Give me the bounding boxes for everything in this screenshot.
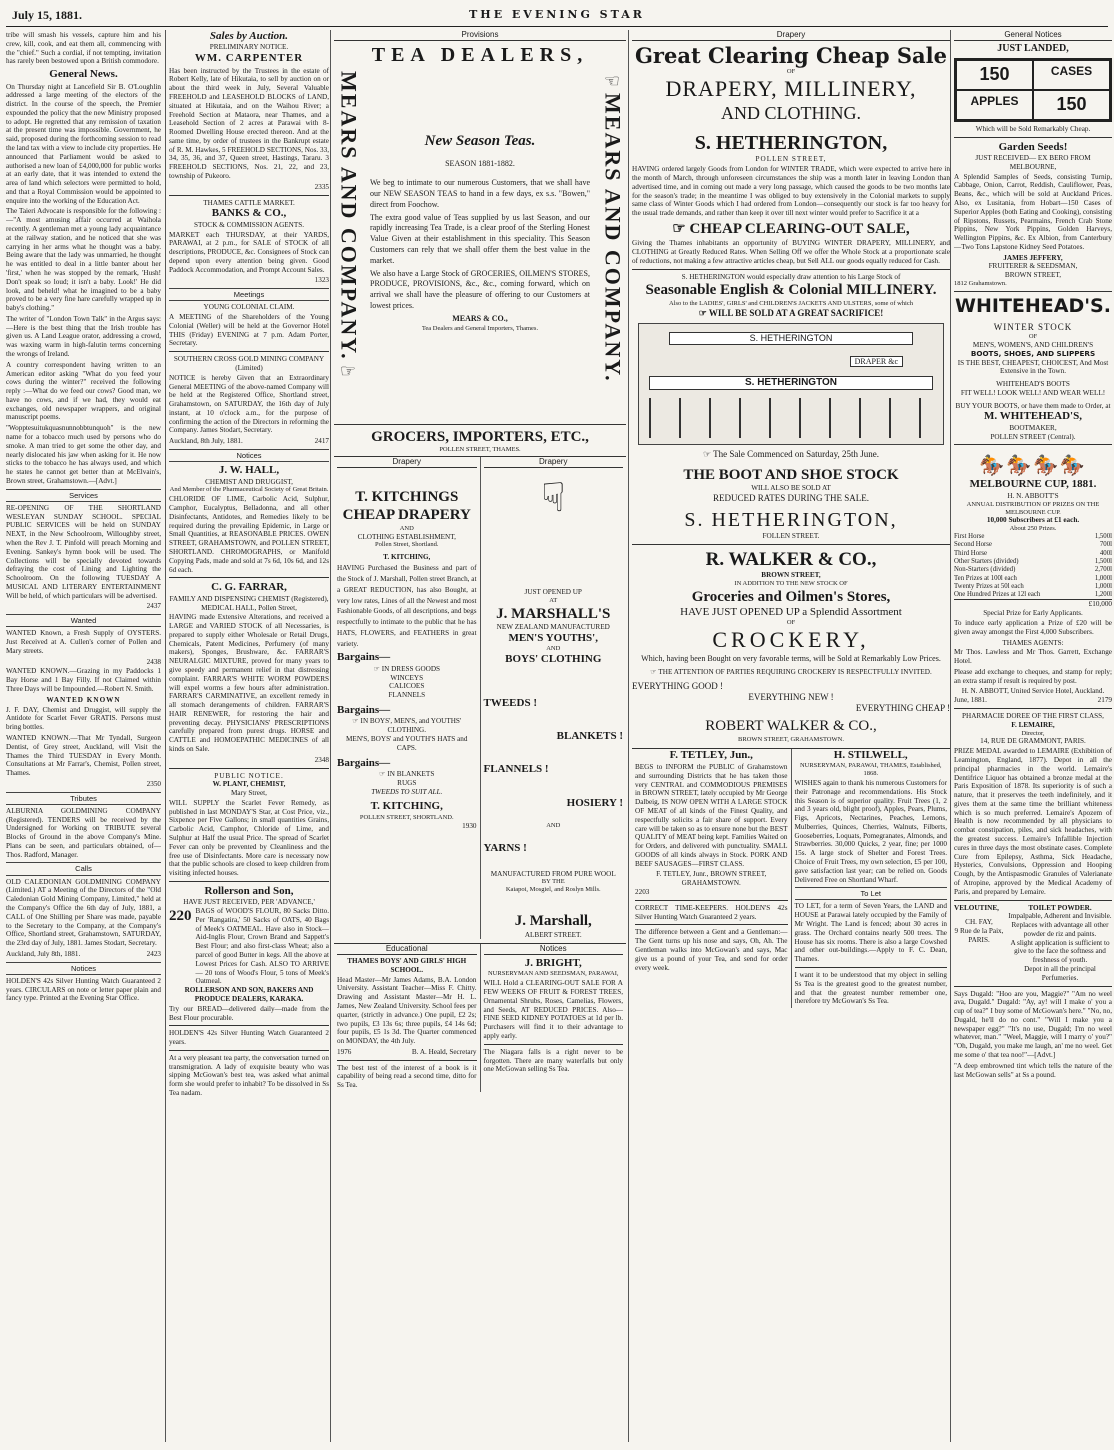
opened-text: HAVE JUST OPENED UP a Splendid Assortment — [680, 605, 902, 618]
tetley-text: BEGS to INFORM the PUBLIC of Grahamstown and surrounding Districts that he has taken those very CENTRAL and COMMODIOUS PREMISES in BROWN STREET, lately occupied by Mr George Dalbeig, IS NOW OPEN WITH A LARGE STOCK OF MEAT of all kinds of the Finest Quality, and respectfully solicits a fair share of support. Every care will be taken so as to ensure none but the BEST QUALITY of MEAT being kept. Families Waited on for Orders, and delivered with punctuality. SMALL GOODS of all kinds always in Stock. PORK AND BEEF SAUSAGES—FIRST CLASS. — [635, 763, 788, 868]
wanted-known-heading: WANTED KNOWN — [46, 695, 121, 704]
powder-text: A slight application is sufficient to give to the face the softness and freshness of youth. — [1010, 938, 1110, 965]
lemaire-text: PRIZE MEDAL awarded to LEMAIRE (Exhibition of Leamington, England, 1877). Depot in all the principal pharmacies in the world. Lemaire's Dentifrice Liquor has obtained a bronze medal at the Paris Exposition of 1878. Its superiority is of such a nature, that it preserves the teeth indefinitely, and it gives them at the same time the brilliant whiteness which is so much preferred. Lemaire's Apozem of Health is now recommended by all physicians to combat constipation, piles, and sick headaches, with the greatest success. Lemaire's Infallible Injection cures in three days the most obstinate cases. Complete Cure from Epilepsy, Asthma, Sick Headache, Hysterics, Convulsions, Oppression and Hooping Cough, by the Antispasmodic Granules of Valerianate of Atropine, approved by the Medical Academy of Paris, and prepared by Lemaire. — [954, 747, 1112, 896]
veloutine-city: PARIS. — [968, 935, 990, 944]
filler-text: "A deep embrowned tint which tells the nature of the last McGowan sells" at Ss a pound. — [954, 1061, 1112, 1079]
special-text: To induce early application a Prize of £20 will be given away amongst the First 4,000 Subscribers. — [954, 618, 1112, 636]
drapery-section-heading: Drapery — [337, 457, 477, 468]
yarns-line: YARNS ! — [483, 842, 527, 855]
bargain-item: CALICOES — [389, 682, 425, 691]
marshalls-title: J. MARSHALL'S — [496, 605, 611, 622]
prize-row — [954, 558, 1112, 566]
and-text: AND — [546, 822, 561, 830]
cheap-drapery: CHEAP DRAPERY — [342, 507, 471, 524]
news-item: A country correspondent having written to an American editor asking "What do you feed your cows during the winter?" received the following reply :—What do we feed our cows? Good man, we have no cows, and if we had, they would eat exchanges, old newspaper wrappers, and original manuscript poems. — [6, 360, 161, 422]
chemist-text: WILL SUPPLY the Scarlet Fever Remedy, as published in last MONDAY'S Star, at Cost Price, viz., Sixpence per Five Gallons; in small quantities Grains, Carbolic Acid, Camphor, Chloride of Lime, and Sulphur at Half the usual Price. The spread of Scarlet Fever can only be prevented by Cleanliness and the free use of Disinfectants. More care is necessary now that the public schools are closed to keep children from visiting infected houses. — [169, 798, 329, 878]
attention-text: S. HETHERINGTON would especially draw attention to his Large Stock of — [681, 272, 901, 281]
chemist-text: HAVING made Extensive Alterations, and received a LARGE and VARIED STOCK of all Necessaries, is prepared to supply either Wholesale or Retail Drugs, Chemicals, Patent Medicines, Perfumery (of many makers), Sponges, Brushware, &c. FARRAR'S NEURALGIC MIXTURE, proved for many years to give speedy and permanent relief in that distressing complaint. FARRAR'S WHITE WORM POWDERS will expel worms a few hours after administration. FARRAR'S CARMINATIVE, an excellent remedy in all stomach derangements of children. FARRAR'S HAIR RENEWER, for restoring the hair and preventing decay. PHYSICIANS' PRESCRIPTIONS carefully prepared from purest drugs. HORSE and CATTLE and HOMOEPATHIC MEDICINES of all kinds on Sale. — [169, 613, 329, 754]
ad-number: 1323 — [314, 276, 329, 285]
hetherington-name: S. HETHERINGTON, — [694, 132, 888, 155]
lemaire-name: F. LEMAIRE, — [1011, 720, 1055, 729]
pure-wool: MANUFACTURED FROM PURE WOOL — [490, 869, 616, 878]
shop-sign: DRAPER &c — [850, 356, 903, 368]
jeffery-subtitle: BROWN STREET, — [1004, 271, 1062, 280]
rollerson-bread: Try our BREAD—delivered daily—made from the Best Flour procurable. — [169, 1004, 329, 1022]
bargains-heading: Bargains— — [337, 756, 391, 769]
notices-section-heading: Notices — [6, 962, 161, 975]
meeting-title: YOUNG COLONIAL CLAIM. — [203, 303, 295, 312]
wanted-ad: WANTED KNOWN.—That Mr Tyndall, Surgeon Dentist, of Grey street, Auckland, will Visit the Thames the Third TUESDAY in Every Month. Consultations at Mr Farrar's, Chemist, Pollen street, Thames. — [6, 733, 161, 778]
wanted-ad: J. F. DAY, Chemist and Druggist, will supply the Antidote for Scarlet Fever GRATIS. Persons must bring bottles. — [6, 705, 161, 732]
tetley-ad — [632, 749, 791, 1008]
abbott-name: H. N. ABBOTT'S — [1007, 491, 1059, 500]
notices-section-heading: Notices — [169, 449, 329, 462]
of-text: OF — [786, 68, 796, 76]
annual-distribution: ANNUAL DISTRIBUTION OF PRIZES ON THE MELBOURNE CUP. — [966, 500, 1100, 516]
whitehead-name: M. WHITEHEAD'S, — [984, 410, 1082, 423]
kitching-name: T. KITCHING, — [370, 800, 443, 813]
brown-street: BROWN STREET, — [761, 570, 821, 579]
kitchings-title: T. KITCHINGS — [355, 489, 459, 506]
banks-text: MARKET each THURSDAY, at their YARDS, PARAWAI, at 2 p.m., for SALE of STOCK of all descriptions, PRODUCE, &c. Consignees of Stock can depend upon every attention being given. Good Paddock Accommodation, and Prompt Account Sales. — [169, 230, 329, 274]
agents-text: Mr Thos. Lawless and Mr Thos. Garrett, Exchange Hotel. — [954, 648, 1112, 666]
prize-table — [954, 533, 1112, 599]
prize-value: 1,000l — [1094, 574, 1112, 582]
bargain-item: ☞ IN BLANKETS — [379, 769, 435, 778]
bargain-item: ☞ IN BOYS', MEN'S, and YOUTHS' CLOTHING. — [352, 717, 462, 735]
mears-name: MEARS & CO., — [452, 313, 508, 323]
director-text: Director, — [1021, 729, 1045, 737]
auctioneer-name: WM. CARPENTER — [194, 52, 304, 65]
and-clothing: AND CLOTHING. — [721, 103, 861, 124]
powder-text: Depot in all the principal Perfumeries. — [1024, 964, 1096, 982]
clothing-establishment: CLOTHING ESTABLISHMENT, — [357, 532, 456, 541]
prize-total: £10,000 — [954, 599, 1112, 609]
vertical-brand-text: MEARS AND COMPANY. — [336, 71, 362, 361]
walker-name: R. WALKER & CO., — [705, 548, 877, 570]
of-text: OF — [786, 619, 796, 627]
chemist-subtitle: Mary Street, — [231, 789, 267, 798]
calls-section-heading: Calls — [6, 862, 161, 875]
shop-sign: S. HETHERINGTON — [669, 332, 913, 345]
veloutine-maker: CH. FAY, — [965, 918, 993, 927]
banks-subtitle: STOCK & COMMISSION AGENTS. — [193, 220, 305, 229]
best-text: IS THE BEST, CHEAPEST, CHOICEST, And Most Extensive in the Town. — [957, 358, 1109, 376]
everything-good: EVERYTHING GOOD ! — [632, 680, 723, 691]
bargain-item: RUGS — [397, 778, 417, 787]
preliminary-notice: PRELIMINARY NOTICE. — [209, 43, 289, 52]
chemist-text: CHLORIDE OF LIME, Carbolic Acid, Sulphur, Camphor, Eucalyptus, Belladonna, and all other Disinfectants, Antidotes, and Remedies likely to be required during the prevailing Epidemic, in Large or Small Quantities, at REASONABLE PRICES. OWEN STREET, GRAHAMSTOWN, and POLLEN STREET, SHORTLAND. CHROMOGRAPHS, or Manifold Copying Pads, made and sold at 7s 6d, 10s 6d, and 12s 6d each. — [169, 495, 329, 574]
notices-text: HOLDEN'S 42s Silver Hunting Watch Guaranteed 2 years. CIRCULARS on note or letter paper plain and fancy type. Printed at the Evening Star Office. — [6, 976, 161, 1003]
wanted-section-heading: Wanted — [6, 614, 161, 627]
meeting-text: A MEETING of the Shareholders of the Young Colonial (Weller) will be held at the Governor Hotel THIS (Friday) EVENING at 7 p.m. Adam Porter, Secretary. — [169, 313, 329, 348]
boot-subtitle: REDUCED RATES DURING THE SALE. — [712, 492, 870, 503]
prize-label: Twenty Prizes at 50l each — [954, 582, 1024, 590]
news-item: The writer of "London Town Talk" in the Argus says:—Here is the best thing that the Irish trouble has given us. A Land League orator, addressing a crowd, was waxing warm in high-falutin terms concerning the wrongs of Ireland. — [6, 314, 161, 358]
prize-label: Third Horse — [954, 549, 988, 557]
bargain-item: FLANNELS — [388, 691, 426, 700]
racehorse-illustration: 🏇🏇🏇🏇 — [979, 455, 1087, 477]
tributes-section-heading: Tributes — [6, 792, 161, 805]
newspaper-title: THE EVENING STAR — [469, 8, 645, 21]
marshall-name: J. Marshall, — [514, 913, 592, 930]
meeting-footer: Auckland, 8th July, 1881. 2417 — [169, 437, 329, 446]
powder-text: Impalpable, Adherent and Invisible. — [1008, 912, 1112, 921]
banks-name: BANKS & CO., — [211, 207, 287, 220]
prize-label: One Hundred Prizes at 12l each — [954, 591, 1041, 599]
tetley-stilwell-split — [632, 748, 950, 1008]
attention-text: ☞ THE ATTENTION OF PARTIES REQUIRING CROCKERY IS RESPECTFULLY INVITED. — [650, 667, 932, 676]
meeting-text: NOTICE is hereby Given that an Extraordinary General MEETING of the above-named Company will be held at the Registered Office, Shortland street, Grahamstown, on SATURDAY, the 16th day of July instant, at 10 o'clock a.m., for the purpose of confirming the action of the Directors in reforming the Company. James Stodart, Secretary. — [169, 373, 329, 435]
tea-dealers-title: TEA DEALERS, — [371, 43, 589, 66]
school-title: THAMES BOYS' AND GIRLS' HIGH SCHOOL. — [347, 957, 467, 974]
drapery-split — [334, 456, 626, 939]
seasonable-millinery: Seasonable English & Colonial MILLINERY. — [645, 282, 937, 299]
new-season-teas: New Season Teas. — [424, 133, 536, 150]
received-text: JUST RECEIVED— EX BERO FROM MELBOURNE, — [975, 154, 1091, 171]
mears-subtitle: Tea Dealers and General Importers, Thames. — [421, 324, 539, 332]
rollerson-name: Rollerson and Son, — [204, 884, 294, 897]
news-item: "Wopptesuitukquasnunnobbtunquoh" is the new name for a tobacco much used by persons who do smoke. A man tried to get some the other day, and nearly dislocated his jaw when asking for it. He now sticks to the tobacco he has always used, and which he states he cannot get better than at McElvain's, Brown street, Grahamstown.—[Advt.] — [6, 424, 161, 485]
filler-text: Says Dugald: "Hoo are you, Maggie?" "Am no weel ava, Dugald." Dugald: "Ay, ay! will I make o' you a cup of tea?" I buy some of McGowan's here." "No, no, Dugald, he'll do no cont." "Will I make you a newspaper egg?" "It's no use, Dugald; I'm no weel whatever, man." "Weel, Maggie, will I marry o' you?" "Oh, Dugald, you make me laugh, an' me no weel. Get me some o' that tea noo!"—[Advt.] — [954, 989, 1112, 1060]
rollerson-footer: ROLLERSON AND SON, BAKERS AND PRODUCE DEALERS, KARAKA. — [184, 986, 314, 1003]
filler-text: The difference between a Gent and a Gentleman:—The Gent turns up his nose and says, Oh, Ah. The Gentleman walks into McGowan's and says, Mac give us a pound of your Tea, and send for order every week. — [635, 928, 788, 972]
pointing-hand-icon: ☞ — [672, 220, 690, 237]
column-1 — [6, 30, 164, 1442]
addition-text: IN ADDITION TO THE NEW STOCK OF — [734, 579, 848, 587]
lemaire-address: 14, RUE DE GRAMMONT, PARIS. — [980, 737, 1086, 746]
grocers-title: GROCERS, IMPORTERS, ETC., — [371, 429, 589, 446]
ad-number: 2335 — [314, 182, 329, 191]
general-news-heading: General News. — [49, 68, 118, 81]
groceries-title: Groceries and Oilmen's Stores, — [691, 588, 891, 605]
winter-stock: WINTER STOCK — [993, 322, 1073, 333]
prize-label: Second Horse — [954, 541, 992, 549]
meetings-section-heading: Meetings — [169, 288, 329, 301]
at-text: AT — [549, 596, 558, 604]
column-5 — [950, 30, 1114, 1442]
auction-text: Has been instructed by the Trustees in the estate of Robert Kelly, late of Hikutaia, to sell by auction on or about the third week in July, Several Valuable FREEHOLD and LEASEHOLD BLOCKS of LAND, situated at Hikutaia, and on the Waihou River; a Freehold Section at Mataora, near Thames, and a Leasehold Section of 2 acres at Parawai with 8-Roomed Dwelling House erected thereon. And at the same time, by order of trustees in the Bankrupt estate of R. M. Hawkes, 5 FREEHOLD SECTIONS, Nos. 33, 34, 35, 36, and 37, Queen street, Hastings, Tararu. 3 FREEHOLD SECTIONS, Nos. 21, 22, and 23, township of Pukeoro. — [169, 66, 329, 180]
drapery-section-heading: Drapery — [632, 30, 950, 41]
notices-block — [480, 944, 627, 1092]
garden-seeds-title: Garden Seeds! — [998, 140, 1068, 153]
rollerson-quantity: 220 — [169, 908, 192, 925]
timekeepers-ad: CORRECT TIME-KEEPERS. HOLDEN'S 42s Silver Hunting Watch Guaranteed 2 years. — [635, 903, 788, 921]
meeting-title: SOUTHERN CROSS GOLD MINING COMPANY (Limited) — [173, 355, 325, 373]
sacrifice-line: ☞ WILL BE SOLD AT A GREAT SACRIFICE! — [698, 307, 884, 318]
bootmaker: BOOTMAKER, — [1009, 423, 1057, 432]
hosiery-line: HOSIERY ! — [566, 796, 623, 809]
prize-row — [954, 550, 1112, 558]
bargain-item: TWEEDS TO SUIT ALL. — [371, 787, 443, 796]
issue-date: July 15, 1881. — [12, 8, 83, 22]
public-notice-title: PUBLIC NOTICE. — [214, 771, 284, 780]
news-intro: tribe will smash his vessels, capture him and his crew, kill, cook, and eat them all, commencing with the "chief." Such a cordial, if not tempting, invitation has rarely been bestowed upon a British commodore. — [6, 31, 161, 66]
bright-subtitle: NURSERYMAN AND SEEDSMAN, PARAWAI, — [487, 970, 619, 978]
pollen-street: Pollen Street, Shortland. — [374, 541, 439, 549]
pointing-hand-icon: ☞ — [650, 667, 659, 676]
clearing-sale-title: ☞ CHEAP CLEARING-OUT SALE, — [672, 220, 910, 237]
agents-signature: H. N. ABBOTT, United Service Hotel, Auckland. — [961, 687, 1105, 696]
agents-footer: June, 1881. 2179 — [954, 696, 1112, 705]
prize-value: 700l — [1099, 541, 1112, 549]
bright-name: J. BRIGHT, — [524, 957, 582, 970]
pointing-hand-icon: ☞ — [373, 664, 382, 673]
powder-text: Replaces with advantage all other powder de riz and paints. — [1011, 921, 1109, 938]
notices-section-heading: Notices — [484, 944, 624, 955]
news-item: The Taieri Advocate is responsible for the following :—"A most amusing affair occurred at Waihola recently. A gentleman met a young lady acquaintance at the railway station, and he noticed that she was carrying in her arms what he thought was a baby. Being aware that the lady was unmarried, he thought he was entitled to deal in a little banter about her 'first,' when he was stopped by the remark, 'Hush! Don't speak so loud; it isn't a baby. Look!' He did look, and beheld! what he imagined to be a baby proved to be a very fine hare carefully wrapped up in baby's clothing." — [6, 207, 161, 313]
of-text: OF — [1028, 333, 1038, 341]
pollen-street: POLLEN STREET, — [755, 155, 827, 164]
pollen-street: FOLLEN STREET. — [762, 531, 820, 540]
boots-shoes: BOOTS, SHOES, AND SLIPPERS — [970, 348, 1096, 358]
ad-number: 2350 — [146, 779, 161, 788]
prize-label: Non-Starters (divided) — [954, 566, 1016, 574]
quantity-cell: 150 — [956, 60, 1033, 90]
about-prizes: About 250 Prizes. — [1009, 525, 1057, 533]
tetley-signature: F. TETLEY, Junr., BROWN STREET, GRAHAMSTOWN. — [656, 870, 767, 888]
subscribers: 10,000 Subscribers at £1 each. — [986, 516, 1080, 525]
tea-text: We also have a Large Stock of GROCERIES, OILMEN'S STORES, PRODUCE, PROVISIONS, &c., &c., coming forward, which on arrival we shall have the pleasure of offering to our Customers at lowest prices. — [370, 268, 590, 310]
mens-text: MEN'S, WOMEN'S, AND CHILDREN'S — [972, 340, 1094, 349]
prize-label: Ten Prizes at 100l each — [954, 574, 1017, 582]
tweeds-line: TWEEDS ! — [483, 696, 537, 709]
prize-label: First Horse — [954, 533, 985, 541]
calls-footer: Auckland, July 8th, 1881. 2423 — [6, 949, 161, 958]
auction-heading: Sales by Auction. — [209, 30, 289, 42]
bought-text: Which, having been Bought on very favorable terms, will be Sold at Remarkably Low Prices. — [641, 654, 941, 664]
kitching-text: HAVING Purchased the Business and part of the Stock of J. Marshall, Pollen street Branch, at a GREAT REDUCTION, has also Bought, at very low rates, Lines of all the Newest and most Fashionable Goods, of all descriptions, and begs respectfully to intimate to the public that he has HATS, FLOWERS, and FEATHERS in great variety. — [337, 564, 477, 648]
mears-ad-body — [362, 71, 598, 421]
rollerson-subtitle: HAVE JUST RECEIVED, PER 'ADVANCE,' — [183, 898, 315, 907]
ad-number: 1930 — [462, 821, 477, 830]
chemist-name: W. PLANT, CHEMIST, — [212, 780, 286, 789]
boys-clothing: BOYS' CLOTHING — [505, 653, 602, 666]
everything-cheap: EVERYTHING CHEAP ! — [855, 702, 950, 713]
vertical-brand-text: MEARS AND COMPANY. — [600, 93, 626, 383]
prize-row — [954, 575, 1112, 583]
chemist-subtitle: CHEMIST AND DRUGGIST, — [205, 477, 293, 486]
shop-illustration — [638, 323, 944, 445]
ad-number: 2203 — [635, 888, 650, 897]
veloutine-address: 9 Rue de la Paix, — [954, 927, 1004, 936]
to-let-text: TO LET, for a term of Seven Years, the LAND and HOUSE at Parawai lately occupied by the Family of Mr Wright. The Land is fenced; about 30 acres in grass. The Orchard contains nearly 500 trees. The House has six rooms. There is also a large Cowshed and other out-buildings.—Apply to F. C. Dean, Thames. — [794, 902, 947, 964]
prize-value: 1,000l — [1094, 582, 1112, 590]
pointing-hand-icon: ☞ — [379, 769, 388, 778]
cattle-market-title: THAMES CATTLE MARKET. — [203, 198, 295, 207]
pollen-street: POLLEN STREET (Central). — [990, 432, 1076, 441]
wanted-ad: WANTED Known, a Fresh Supply of OYSTERS. Just Received at A. Cullen's corner of Pollen and Mary streets. — [6, 629, 161, 655]
veloutine-ad — [954, 904, 1112, 983]
marshall-ad — [480, 457, 627, 939]
chemist-subtitle: MEDICAL HALL, Pollen Street, — [201, 603, 297, 612]
veloutine-right — [1008, 904, 1112, 983]
pointing-hand-icon: ☞ — [702, 448, 714, 459]
albert-street: ALBERT STREET. — [524, 930, 582, 939]
bargain-item: MEN'S, BOYS' and YOUTH'S HATS and CAPS. — [346, 734, 468, 752]
agents-title: THAMES AGENTS: — [1002, 638, 1064, 647]
drapery-section-heading: Drapery — [484, 457, 624, 468]
bargain-item: WINCEYS — [390, 673, 424, 682]
tetley-name: F. TETLEY, Jun., — [669, 748, 753, 761]
clearing-text: Giving the Thames inhabitants an opportunity of BUYING WINTER DRAPERY, MILLINERY, and CLOTHING at Greatly Reduced Rates. When Selling Off we offer the Whole Stock at a proportionate scale of reductions, not making a few attractive articles cheap, but Sell ALL our goods equally reduced for Cash. — [632, 239, 950, 265]
by-the: BY THE — [541, 878, 565, 886]
everything-new: EVERYTHING NEW ! — [748, 691, 834, 702]
calls-notice: OLD CALEDONIAN GOLDMINING COMPANY (Limited.) AT a Meeting of the Directors of the "Old Caledonian Gold Mining Company, Limited," held at the Company's Office the 6th day of July, 1881, a CALL of One Shilling per Share was made, payable to the Secretary to the Company, at the Company's Office, Shortland street, Grahamstown, SATURDAY, the 23rd day of July, 1881. James Stodart, Secretary. — [6, 877, 161, 948]
garden-text: A Splendid Samples of Seeds, consisting Turnip, Cabbage, Onion, Carrot, Reddish, Cauliflower, Peas, Beans, &c., which will be sold at Auckland Prices. Also, ex Lusitania, from Hobart—150 Cases of Superior Apples (both Eating and Cooking), consisting of Ripstons, Russets, Pearmains, French Crab Stone Pippins, New York Pippins, Golden Harveys, Wellington Pippins, &c. Ex Albion, from Canterbury—Two Tons Lapstone Kidney Seed Potatoes. — [954, 172, 1112, 251]
and-text: AND — [399, 524, 414, 532]
bargains-heading: Bargains— — [337, 651, 391, 664]
jeffery-name: JAMES JEFFERY, — [1003, 253, 1063, 262]
whiteheads-title: WHITEHEAD'S. — [955, 294, 1111, 317]
pointing-hand-icon: ☜ — [603, 71, 621, 92]
toilet-powder: TOILET POWDER. — [1028, 903, 1092, 912]
ad-number: 2348 — [314, 755, 329, 764]
season-line: SEASON 1881-1882. — [445, 159, 515, 169]
filler-text: The best test of the interest of a book is it capability of being read a second time, ditto for Ss Tea. — [337, 1063, 477, 1090]
school-footer: 1976 B. A. Heald, Secretary — [337, 1047, 477, 1056]
nz-manufactured: NEW ZEALAND MANUFACTURED — [496, 623, 610, 632]
school-text: Head Master—Mr James Adams, B.A. London University. Assistant Teacher—Miss F. Chitty. Drawing and Assistant Master—Mr H. L. James, New Zealand University. School fees per quarter, (strictly in advance.) One pupil, £2 2s; two pupils, £3 13s 6s; three pupils, £4 14s 6d; four pupils, £5 1s 3d. The Quarter commenced on MONDAY, the 4th July. — [337, 975, 477, 1046]
bottom-split — [334, 943, 626, 1092]
sold-cheap: Which will be Sold Remarkably Cheap. — [975, 124, 1091, 133]
prize-row — [954, 583, 1112, 591]
ad-number: 2437 — [146, 602, 161, 611]
bright-text: WILL Hold a CLEARING-OUT SALE FOR A FEW WEEKS OF FRUIT & FOREST TREES, Ornamental Shrubs, Roses, Camelias, Flowers, and Seeds, AT REDUCED PRICES. Also—FINE SEED KIDNEY POTATOES at 1d per lb. Purchasers will find it to their advantage to apply early. — [483, 979, 623, 1041]
hetherington-text: HAVING ordered largely Goods from London for WINTER TRADE, which were expected to arrive here in the month of March, through unforeseen circumstances the ship was a month later in leaving London than advertised time, and in coming out made a very long passage, which caused the goods to be two months late for the season's trade; in the meantime I was obliged to buy extensively in the Colonial markets to supply same class of Winter Goods which I had ordered from London—consequently our stock is far too heavy for the usual trade demands, and rather than keep it over till next winter would prefer to Sacrifice it at a — [632, 165, 950, 218]
shop-front — [649, 398, 933, 438]
fit-well: FIT WELL! LOOK WELL! AND WEAR WELL! — [960, 388, 1106, 397]
bargains-heading: Bargains— — [337, 704, 391, 717]
just-landed: JUST LANDED, — [997, 42, 1069, 54]
cases-cell: CASES — [1033, 60, 1110, 90]
column-4 — [628, 30, 953, 1442]
pointing-hand-icon: ☞ — [698, 307, 709, 318]
prize-value: 1,500l — [1094, 557, 1112, 565]
stilwell-text: WISHES again to thank his numerous Customers for their Patronage and recommendations. His Stock this Season is of superior quality. Fruit Trees (1, 2 and 3 years old, blight proof), Apples, Pears, Plums, Figs, Apricots, Nectarines, Peaches, Lemons, Mulberries, Quinces, Cherries, Walnuts, Filberts, Gooseberries, Loquats, Pomegranates, Almonds, and Strawberries. 30,000 Quicks, 2 year, fine; per 1000 15s. A large stock of Shelter and Forest Trees. Choice of Fruit Trees, my own selection, £5 per 100, gave satisfaction last year; can be relied on. Goods Delivered Free on Shortland Wharf. — [794, 778, 947, 884]
just-opened: JUST OPENED UP — [524, 588, 582, 597]
apples-cell: APPLES — [956, 90, 1033, 120]
provisions-section-heading: Provisions — [334, 30, 626, 41]
quantity-cell: 150 — [1033, 90, 1110, 120]
prize-row — [954, 541, 1112, 549]
bargain-item: ☞ IN DRESS GOODS — [373, 664, 441, 673]
kitching-name: T. KITCHING, — [383, 553, 431, 562]
great-clearing-title: Great Clearing Cheap Sale — [635, 42, 947, 68]
and-text: AND — [546, 645, 561, 653]
mears-ad-left-border — [334, 71, 362, 421]
tea-text: The extra good value of Teas supplied by us last Season, and our rapidly increasing Tea Trade, is a clear proof of the Sterling Honest Value Given at their establishment in this speciality. This Season Customers can rely that we shall offer them the best value in the market. — [370, 212, 590, 265]
pointing-hand-icon: ☞ — [339, 360, 357, 381]
tea-text: We beg to intimate to our numerous Customers, that we shall have our NEW SEASON TEAS to hand in a few days, ex s.s. "Bowen," direct from Foochow. — [370, 178, 590, 209]
prize-row — [954, 591, 1112, 599]
apples-box — [954, 58, 1112, 122]
agents-text: Please add exchange to cheques, and stamp for reply; an extra stamp if result is required by post. — [954, 667, 1112, 685]
drapery-millinery: DRAPERY, MILLINERY, — [665, 76, 917, 102]
news-item: On Thursday night at Lancefield Sir B. O'Loughlin addressed a large meeting of the electors of the district. In the course of the speech, the Premier expounded the policy that the new Ministry proposed to adopt. He regretted that any remission of taxation at the present time was impossible. Government, he said, proposed during the forthcoming session to read the land tax with a view to include city properties. He announced that Parliament would be asked to authorised a new loan of £4,000,000 for public works at an early date, that it was intended to extend the area of land which selectors were permitted to hold, and that a Royal Commission would be appointed to enquire into the working of the Education Act. — [6, 82, 161, 205]
stilwell-name: H. STILWELL, — [833, 748, 908, 761]
chemist-subtitle: FAMILY AND DISPENSING CHEMIST (Registered), — [169, 594, 329, 603]
shop-sign: S. HETHERINGTON — [649, 376, 933, 390]
general-notices-heading: General Notices — [954, 30, 1112, 41]
veloutine-title: VELOUTINE, — [954, 903, 999, 912]
rollerson-block — [169, 907, 329, 986]
filler-text: At a very pleasant tea party, the conversation turned on transmigration. A lady of exquisite beauty who was sipping McGowan's best tea, was asked what animal form she would prefer to inhabit? To be dissolved in Ss Tea nadam. — [169, 1053, 329, 1097]
filler-text: The Niagara falls is a right never to be forgotten. There are many waterfalls but only one McGowan selling Ss Tea. — [483, 1047, 623, 1074]
pointing-hand-down-icon: ☟ — [541, 475, 566, 521]
educational-section-heading: Educational — [337, 944, 477, 955]
tributes-notice: ALBURNIA GOLDMINING COMPANY (Registered). TENDERS will be received by the Undersigned for Working on TRIBUTE several Blocks of Ground in the above Company's Mine. Plans can be seen, and particulars obtained, of— Thos. Radford, Manager. — [6, 806, 161, 859]
kitchings-ad — [334, 457, 480, 939]
hetherington-name: S. HETHERINGTON, — [684, 508, 898, 531]
pointing-hand-icon: ☞ — [352, 717, 361, 726]
prize-value: 1,200l — [1094, 591, 1112, 599]
jeffery-footer: 1812 Grahamstown. — [954, 279, 1007, 287]
sale-commenced: ☞ The Sale Commenced on Saturday, 25th June. — [702, 448, 880, 459]
to-let-section-heading: To Let — [795, 887, 948, 900]
veloutine-left — [954, 904, 1004, 983]
walker-address: BROWN STREET, GRAHAMSTOWN. — [738, 735, 844, 743]
buy-text: BUY YOUR BOOTS, or have them made to Order, at — [955, 401, 1111, 410]
holden-ad: HOLDEN'S 42s Silver Hunting Watch Guaranteed 2 years. — [169, 1029, 329, 1047]
melbourne-cup-title: MELBOURNE CUP, 1881. — [969, 478, 1097, 491]
chemist-name: J. W. HALL, — [218, 464, 280, 477]
mears-ad-right-border — [598, 71, 626, 421]
stilwell-ad — [791, 749, 951, 1008]
special-prize: Special Prize for Early Applicants. — [983, 609, 1083, 618]
educational-block — [334, 944, 480, 1092]
chemist-subtitle: And Member of the Pharmaceutical Society of Great Britain. — [169, 486, 329, 494]
services-section-heading: Services — [6, 489, 161, 502]
prize-row — [954, 533, 1112, 541]
services-notice: RE-OPENING OF THE SHORTLAND WESLEYAN SUNDAY SCHOOL. SPECIAL PUBLIC SERVICES will be held on SUNDAY NEXT, in the New Schoolroom, Willoughby street, when the Rev J. T. Pinfold will preach Morning and Evening. Sankey's hymn book will be used. The Collections will be specially devoted towards defraying the cost of Lining and Lighting the Schoolroom. On the following TUESDAY A MUSICAL AND LITERARY ENTERTAINMENT Will be held, of which particulars will be advertised. — [6, 503, 161, 600]
prize-value: 1,500l — [1094, 533, 1112, 541]
rollerson-text: BAGS of WOOD'S FLOUR, 80 Sacks Ditto. Per 'Rangatira,' 50 Sacks of OATS, 40 Bags of Meek's OATMEAL. Have also in Stock— Aid-Inglis Flour, Crown Brand and Sappett's Best Flour; and also first-class Wheat; also a parcel of good Butter in kegs. All the above at Lowest Prices for Cash. ALSO TO ARRIVE— 20 tons of Wood's Flour, 5 tons of Meek's Oatmeal. — [195, 907, 329, 986]
stilwell-subtitle: NURSERYMAN, PARAWAI, THAMES, Established, 1868. — [799, 762, 942, 778]
flannels-line: FLANNELS ! — [483, 763, 549, 776]
column-2 — [165, 30, 332, 1442]
column-3 — [330, 30, 629, 1442]
mills: Kaiapoi, Mosgiel, and Roslyn Mills. — [505, 886, 601, 894]
prize-row — [954, 566, 1112, 574]
walker-name: ROBERT WALKER & CO., — [705, 718, 877, 735]
filler-text: I want it to be understood that my object in selling Ss Tea is the greatest good to the greatest number, and that the greatest number remember one, therefore try McGowan's Ss Tea. — [794, 970, 947, 1006]
prize-value: 2,700l — [1094, 566, 1112, 574]
ad-number: 2438 — [146, 657, 161, 666]
wanted-ad: WANTED KNOWN.—Grazing in my Paddocks 1 Bay Horse and 1 Bay Filly. If not Claimed within Three Days will be Impounded.—Robert N. Smith. — [6, 667, 161, 694]
mears-ad — [334, 71, 626, 421]
jackets-text: Also to the LADIES', GIRLS' and CHILDREN'S JACKETS AND ULSTERS, some of which — [668, 299, 913, 307]
blankets-line: BLANKETS ! — [556, 730, 623, 743]
prize-value: 400l — [1099, 549, 1112, 557]
mens-youths: MEN'S YOUTHS', — [508, 631, 598, 644]
pharmacie-title: PHARMACIE DOREE OF THE FIRST CLASS, — [962, 711, 1104, 720]
kitching-address: POLLEN STREET, SHORTLAND. — [359, 813, 454, 821]
prize-label: Other Starters (divided) — [954, 557, 1019, 565]
chemist-name: C. G. FARRAR, — [211, 581, 287, 594]
masthead — [6, 4, 1108, 27]
boot-subtitle: WILL ALSO BE SOLD AT — [751, 483, 831, 492]
jeffery-subtitle: FRUITERER & SEEDSMAN, — [988, 262, 1078, 271]
crockery-title: CROCKERY, — [712, 627, 870, 653]
whiteheads-boots: WHITEHEAD'S BOOTS — [996, 380, 1070, 389]
boot-shoe-title: THE BOOT AND SHOE STOCK — [683, 466, 899, 483]
grocers-subtitle: POLLEN STREET, THAMES. — [439, 446, 521, 454]
